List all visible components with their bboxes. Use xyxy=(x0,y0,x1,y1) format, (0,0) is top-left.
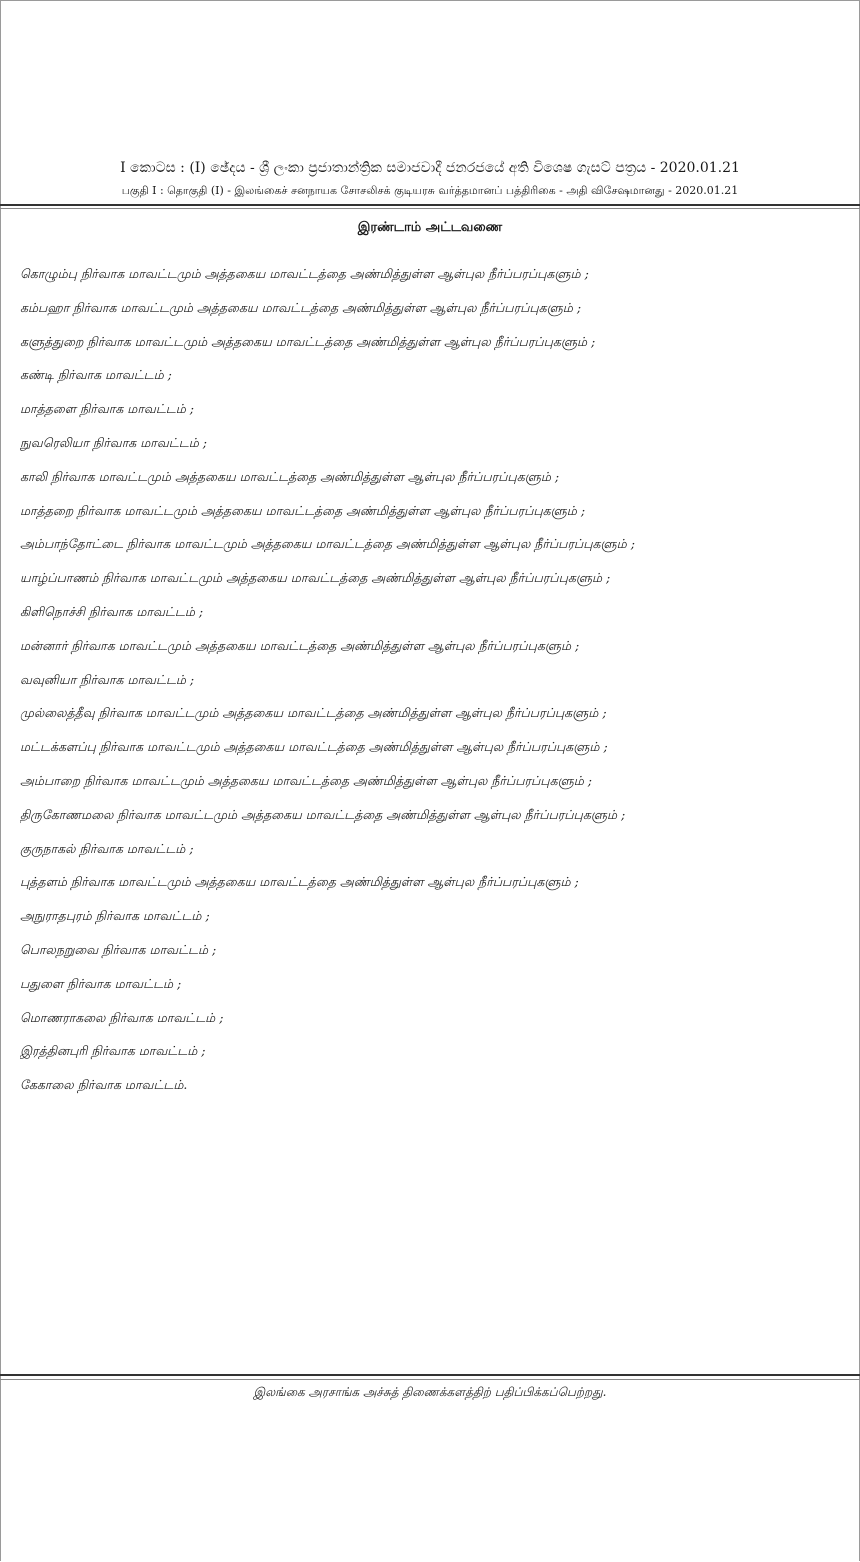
district-list xyxy=(20,262,840,1107)
district-item: மட்டக்களப்பு நிர்வாக மாவட்டமும் அத்தகைய மாவட்டத்தை அண்மித்துள்ள ஆள்புல நீர்ப்பரப்புகளும் ; xyxy=(20,739,608,755)
district-item: குருநாகல் நிர்வாக மாவட்டம் ; xyxy=(20,840,194,856)
printer-note: இலங்கை அரசாங்க அச்சுத் திணைக்களத்திற் பதிப்பிக்கப்பெற்றது. xyxy=(253,1385,607,1399)
footer-divider xyxy=(0,1374,860,1376)
district-item: அநுராதபுரம் நிர்வாக மாவட்டம் ; xyxy=(20,908,210,924)
district-item: நுவரெலியா நிர்வாக மாவட்டம் ; xyxy=(20,434,207,450)
district-item: மொணராகலை நிர்வாக மாவட்டம் ; xyxy=(20,1009,224,1025)
district-item: களுத்துறை நிர்வாக மாவட்டமும் அத்தகைய மாவட்டத்தை அண்மித்துள்ள ஆள்புல நீர்ப்பரப்புகளும் ; xyxy=(20,333,596,349)
district-item: வவுனியா நிர்வாக மாவட்டம் ; xyxy=(20,671,195,687)
district-item: பதுளை நிர்வாக மாவட்டம் ; xyxy=(20,975,182,991)
district-item: மாத்தளை நிர்வாக மாவட்டம் ; xyxy=(20,401,194,417)
district-item: மாத்தறை நிர்வாக மாவட்டமும் அத்தகைய மாவட்டத்தை அண்மித்துள்ள ஆள்புல நீர்ப்பரப்புகளும் ; xyxy=(20,502,586,518)
header-divider-thin xyxy=(0,208,860,209)
district-item: அம்பாறை நிர்வாக மாவட்டமும் அத்தகைய மாவட்டத்தை அண்மித்துள்ள ஆள்புல நீர்ப்பரப்புகளும் ; xyxy=(20,772,592,788)
district-item: அம்பாந்தோட்டை நிர்வாக மாவட்டமும் அத்தகைய மாவட்டத்தை அண்மித்துள்ள ஆள்புல நீர்ப்பரப்புகளும் ; xyxy=(20,536,635,552)
district-item: கண்டி நிர்வாக மாவட்டம் ; xyxy=(20,367,172,383)
district-item: இரத்தினபுரி நிர்வாக மாவட்டம் ; xyxy=(20,1043,206,1059)
footer-divider-thin xyxy=(0,1379,860,1380)
gazette-header-sinhala: I කොටස : (I) ඡේදය - ශ්‍රී ලංකා ප්‍රජාතාන්ත්‍රික සමාජවාදී ජනරජයේ අති විශෙෂ ගැසට් පත්‍රය - 2020.01.21 xyxy=(120,160,740,176)
district-item: கம்பஹா நிர்வாக மாவட்டமும் அத்தகைய மாவட்டத்தை அண்மித்துள்ள ஆள்புல நீர்ப்பரப்புகளும் ; xyxy=(20,299,582,315)
district-item: பொலநறுவை நிர்வாக மாவட்டம் ; xyxy=(20,941,217,957)
district-item: காலி நிர்வாக மாவட்டமும் அத்தகைய மாவட்டத்தை அண்மித்துள்ள ஆள்புல நீர்ப்பரப்புகளும் ; xyxy=(20,468,560,484)
district-item: புத்தளம் நிர்வாக மாவட்டமும் அத்தகைய மாவட்டத்தை அண்மித்துள்ள ஆள்புல நீர்ப்பரப்புகளும் ; xyxy=(20,874,579,890)
district-item: திருகோணமலை நிர்வாக மாவட்டமும் அத்தகைய மாவட்டத்தை அண்மித்துள்ள ஆள்புல நீர்ப்பரப்புகளும் ; xyxy=(20,806,626,822)
district-item: முல்லைத்தீவு நிர்வாக மாவட்டமும் அத்தகைய மாவட்டத்தை அண்மித்துள்ள ஆள்புல நீர்ப்பரப்புகளும் ; xyxy=(20,705,607,721)
district-item: கொழும்பு நிர்வாக மாவட்டமும் அத்தகைய மாவட்டத்தை அண்மித்துள்ள ஆள்புல நீர்ப்பரப்புகளும் ; xyxy=(20,266,589,281)
gazette-header-tamil: பகுதி I : தொகுதி (I) - இலங்கைச் சனநாயக சோசலிசக் குடியரசு வர்த்தமானப் பத்திரிகை - அதி விசேஷமானது - 2020.01.21 xyxy=(121,184,739,197)
district-item: கேகாலை நிர்வாக மாவட்டம். xyxy=(20,1077,188,1093)
district-item: கிளிநொச்சி நிர்வாக மாவட்டம் ; xyxy=(20,603,204,619)
district-item: மன்னார் நிர்வாக மாவட்டமும் அத்தகைய மாவட்டத்தை அண்மித்துள்ள ஆள்புல நீர்ப்பரப்புகளும் ; xyxy=(20,637,580,653)
district-item: யாழ்ப்பாணம் நிர்வாக மாவட்டமும் அத்தகைய மாவட்டத்தை அண்மித்துள்ள ஆள்புல நீர்ப்பரப்புகளும் ; xyxy=(20,570,611,586)
schedule-heading: இரண்டாம் அட்டவணை xyxy=(357,220,503,235)
header-divider xyxy=(0,204,860,206)
